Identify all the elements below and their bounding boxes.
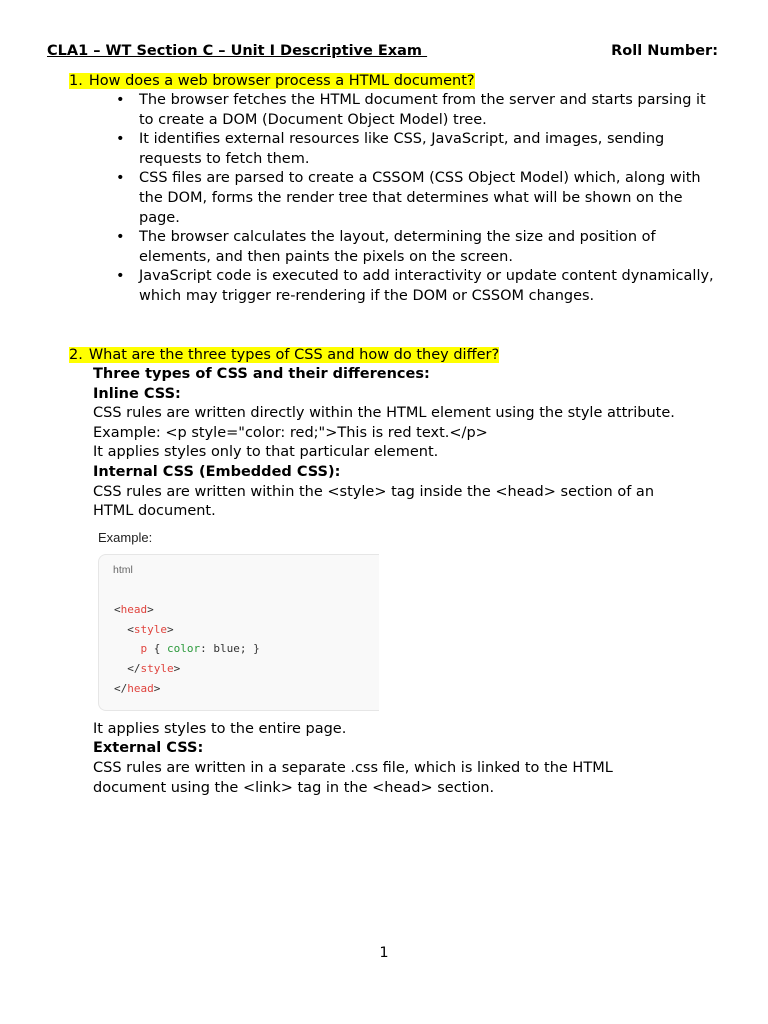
page-number: 1	[379, 945, 389, 961]
exam-title: CLA1 – WT Section C – Unit I Descriptive Exam	[47, 43, 428, 59]
question-number: 1.	[69, 73, 89, 89]
list-item	[116, 228, 716, 267]
list-item	[116, 91, 716, 130]
internal-css-description-cont: HTML document.	[93, 503, 216, 520]
bullet-text: JavaScript code is executed to add interactivity or update content dynamically, which may trigger re-rendering if the DOM or CSSOM changes.	[139, 268, 714, 304]
code-tag: style	[140, 662, 174, 676]
code-tag: style	[133, 622, 167, 636]
question-text: How does a web browser process a HTML document?	[88, 73, 475, 89]
answer-2	[93, 365, 733, 798]
internal-css-heading: Internal CSS (Embedded CSS):	[93, 463, 341, 480]
list-item	[116, 267, 716, 306]
bullet-icon: •	[116, 229, 125, 246]
bullet-text: The browser fetches the HTML document from the server and starts parsing it to create a DOM (Document Object Model) tree.	[139, 92, 706, 128]
bullet-text: CSS files are parsed to create a CSSOM (CSS Object Model) which, along with the DOM, forms the render tree that determines what will be shown on the page.	[139, 170, 701, 226]
bullet-icon: •	[116, 92, 125, 108]
answer-1-bullet-list	[116, 91, 716, 307]
document-header	[47, 42, 718, 64]
internal-css-note: It applies styles to the entire page.	[93, 720, 347, 737]
bullet-text: It identifies external resources like CSS, JavaScript, and images, sending requests to fetch them.	[139, 131, 665, 167]
inline-css-description: CSS rules are written directly within the HTML element using the style attribute.	[93, 405, 675, 422]
code-example-figure	[93, 524, 733, 720]
external-css-description-cont: document using the <link> tag in the <head> section.	[93, 779, 495, 796]
inline-css-example: Example: <p style="color: red;">This is red text.</p>	[93, 424, 488, 441]
code-language-label: html	[113, 563, 133, 576]
bullet-text: The browser calculates the layout, determining the size and position of elements, and then paints the pixels on the screen.	[139, 229, 656, 265]
answer-heading: Three types of CSS and their differences:	[93, 366, 430, 382]
question-2	[69, 346, 499, 366]
question-number: 2.	[69, 347, 89, 363]
inline-css-heading: Inline CSS:	[93, 385, 181, 402]
inline-css-note: It applies styles only to that particular element.	[93, 444, 439, 461]
code-tag: head	[127, 681, 154, 695]
list-item	[116, 130, 716, 169]
example-label: Example:	[98, 529, 153, 545]
external-css-description: CSS rules are written in a separate .css file, which is linked to the HTML	[93, 759, 613, 776]
question-text: What are the three types of CSS and how do they differ?	[88, 347, 500, 363]
code-property: color	[167, 642, 201, 656]
bullet-icon: •	[116, 170, 125, 187]
code-selector: p	[140, 642, 148, 656]
external-css-heading: External CSS:	[93, 740, 204, 757]
bullet-icon: •	[116, 131, 125, 148]
code-value: blue;	[213, 642, 247, 656]
code-tag: head	[120, 602, 148, 616]
roll-number-label: Roll Number:	[611, 43, 718, 59]
question-1	[69, 72, 475, 92]
code-snippet: <head> <style> p { color: blue; } </style> </head>	[114, 602, 260, 695]
internal-css-description: CSS rules are written within the <style> tag inside the <head> section of an	[93, 483, 655, 500]
list-item	[116, 169, 716, 228]
code-snippet-card	[98, 554, 379, 711]
bullet-icon: •	[116, 268, 125, 285]
